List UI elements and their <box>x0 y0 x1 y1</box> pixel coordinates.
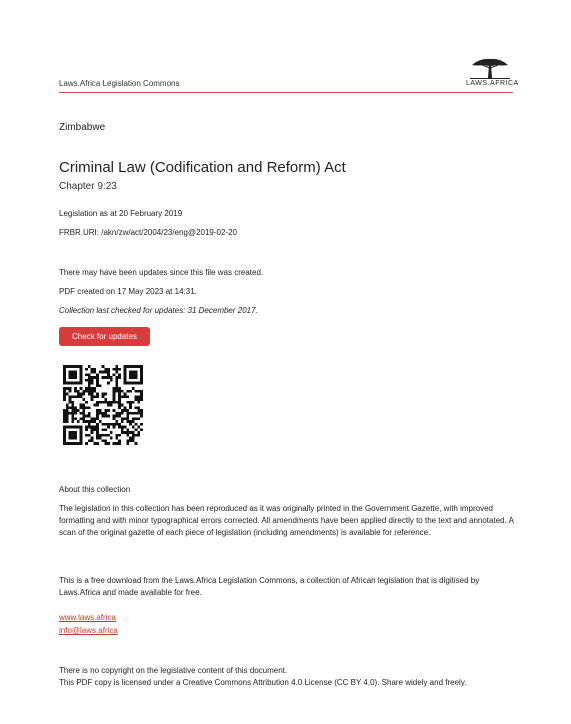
header-title: Laws.Africa Legislation Commons <box>59 79 180 88</box>
document-title: Criminal Law (Codification and Reform) Act <box>59 159 346 176</box>
chapter-number: Chapter 9:23 <box>59 181 117 192</box>
email-link[interactable]: info@laws.africa <box>59 626 118 635</box>
jurisdiction: Zimbabwe <box>59 122 106 133</box>
logo-text: LAWS.AFRICA <box>466 80 519 87</box>
free-download-text: This is a free download from the Laws.Africa Legislation Commons, a collection of African legislation that is digitised by Laws.Africa and made available for free. <box>59 576 480 597</box>
copyright-notice: There is no copyright on the legislative content of this document. <box>59 666 288 675</box>
about-heading: About this collection <box>59 485 131 494</box>
updates-notice: There may have been updates since this file was created. <box>59 268 264 277</box>
frbr-uri: FRBR URI: /akn/zw/act/2004/23/eng@2019-02-20 <box>59 228 237 237</box>
legislation-date: Legislation as at 20 February 2019 <box>59 209 183 218</box>
laws-africa-logo <box>466 56 519 90</box>
header-divider <box>59 92 513 93</box>
acacia-tree-icon <box>466 56 514 80</box>
license-notice: This PDF copy is licensed under a Creative Commons Attribution 4.0 License (CC BY 4.0). Share widely and freely. <box>59 678 467 687</box>
check-for-updates-button[interactable]: Check for updates <box>59 327 150 346</box>
about-body: The legislation in this collection has been reproduced as it was originally printed in the Government Gazette, with improved formatting and with minor typographical errors corrected. All amendments have been applied directly to the text and annotated. A scan of the original gazette of each piece of legislation (including amendments) is available for reference. <box>59 504 514 537</box>
qr-code-icon[interactable] <box>63 365 143 445</box>
pdf-created: PDF created on 17 May 2023 at 14:31. <box>59 287 197 296</box>
last-checked: Collection last checked for updates: 31 December 2017. <box>59 306 258 315</box>
website-link[interactable]: www.laws.africa <box>59 613 116 622</box>
